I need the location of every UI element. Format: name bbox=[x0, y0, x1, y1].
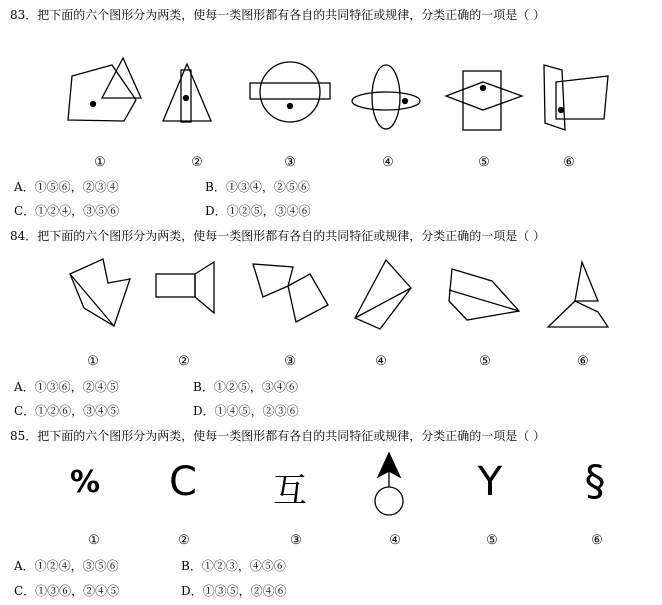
q83-figure-2 bbox=[163, 64, 211, 122]
q85-label-2: ② bbox=[178, 533, 190, 548]
q85-symbol-hu: 互 bbox=[273, 471, 307, 511]
q84-figure-1 bbox=[70, 259, 130, 326]
q85-option-a[interactable]: A．①②④，③⑤⑥ bbox=[14, 559, 119, 573]
q84-option-a[interactable]: A．①③⑥，②④⑤ bbox=[14, 380, 119, 394]
q85-label-6: ⑥ bbox=[591, 533, 603, 548]
q84-figure-3 bbox=[253, 264, 328, 322]
q85-option-b[interactable]: B．①②③，④⑤⑥ bbox=[181, 559, 286, 573]
q83-figure-5 bbox=[446, 71, 522, 130]
question-83-stem: 83．把下面的六个图形分为两类，使每一类图形都有各自的共同特征或规律，分类正确的一项是（ ） bbox=[10, 8, 546, 22]
question-85-stem: 85．把下面的六个图形分为两类，使每一类图形都有各自的共同特征或规律，分类正确的一项是（ ） bbox=[10, 429, 546, 443]
q83-label-6: ⑥ bbox=[563, 155, 575, 170]
q84-figure-2 bbox=[156, 262, 214, 313]
q83-label-2: ② bbox=[191, 155, 203, 170]
q85-symbol-y: Y bbox=[477, 459, 503, 505]
q83-option-b[interactable]: B．①③④，②⑤⑥ bbox=[205, 180, 310, 194]
q85-symbol-percent: % bbox=[69, 465, 101, 500]
q84-option-b[interactable]: B．①②⑤，③④⑥ bbox=[193, 380, 298, 394]
q85-symbol-c: C bbox=[169, 459, 197, 505]
q84-option-c[interactable]: C．①②⑥，③④⑤ bbox=[14, 404, 120, 418]
q84-option-d[interactable]: D．①④⑤，②③⑥ bbox=[193, 404, 299, 418]
q84-figure-5 bbox=[449, 269, 519, 320]
q83-figure-6 bbox=[544, 65, 608, 130]
q85-option-c[interactable]: C．①③⑥，②④⑤ bbox=[14, 584, 120, 598]
q83-figure-4 bbox=[352, 65, 420, 129]
q83-option-a[interactable]: A．①⑤⑥，②③④ bbox=[14, 180, 119, 194]
q85-option-d[interactable]: D．①③⑤，②④⑥ bbox=[181, 584, 287, 598]
q84-label-1: ① bbox=[87, 354, 99, 369]
q85-label-5: ⑤ bbox=[486, 533, 498, 548]
question-84-stem: 84．把下面的六个图形分为两类，使每一类图形都有各自的共同特征或规律，分类正确的一项是（ ） bbox=[10, 229, 546, 243]
q83-figure-1 bbox=[68, 58, 141, 121]
q85-label-3: ③ bbox=[290, 533, 302, 548]
q84-figure-6 bbox=[548, 262, 608, 327]
q83-label-1: ① bbox=[94, 155, 106, 170]
q85-label-4: ④ bbox=[389, 533, 401, 548]
q83-label-3: ③ bbox=[284, 155, 296, 170]
q83-option-d[interactable]: D．①②⑤，③④⑥ bbox=[205, 204, 311, 218]
q85-symbol-section: § bbox=[584, 456, 606, 505]
q83-option-c[interactable]: C．①②④，③⑤⑥ bbox=[14, 204, 120, 218]
q84-figure-4 bbox=[355, 260, 411, 329]
q85-label-1: ① bbox=[88, 533, 100, 548]
q84-label-6: ⑥ bbox=[577, 354, 589, 369]
q84-label-4: ④ bbox=[375, 354, 387, 369]
q83-figure-3 bbox=[250, 62, 330, 122]
q84-label-3: ③ bbox=[284, 354, 296, 369]
q83-label-4: ④ bbox=[382, 155, 394, 170]
q83-label-5: ⑤ bbox=[478, 155, 490, 170]
q85-figure-4[interactable] bbox=[375, 453, 403, 515]
q84-label-2: ② bbox=[178, 354, 190, 369]
q84-label-5: ⑤ bbox=[479, 354, 491, 369]
